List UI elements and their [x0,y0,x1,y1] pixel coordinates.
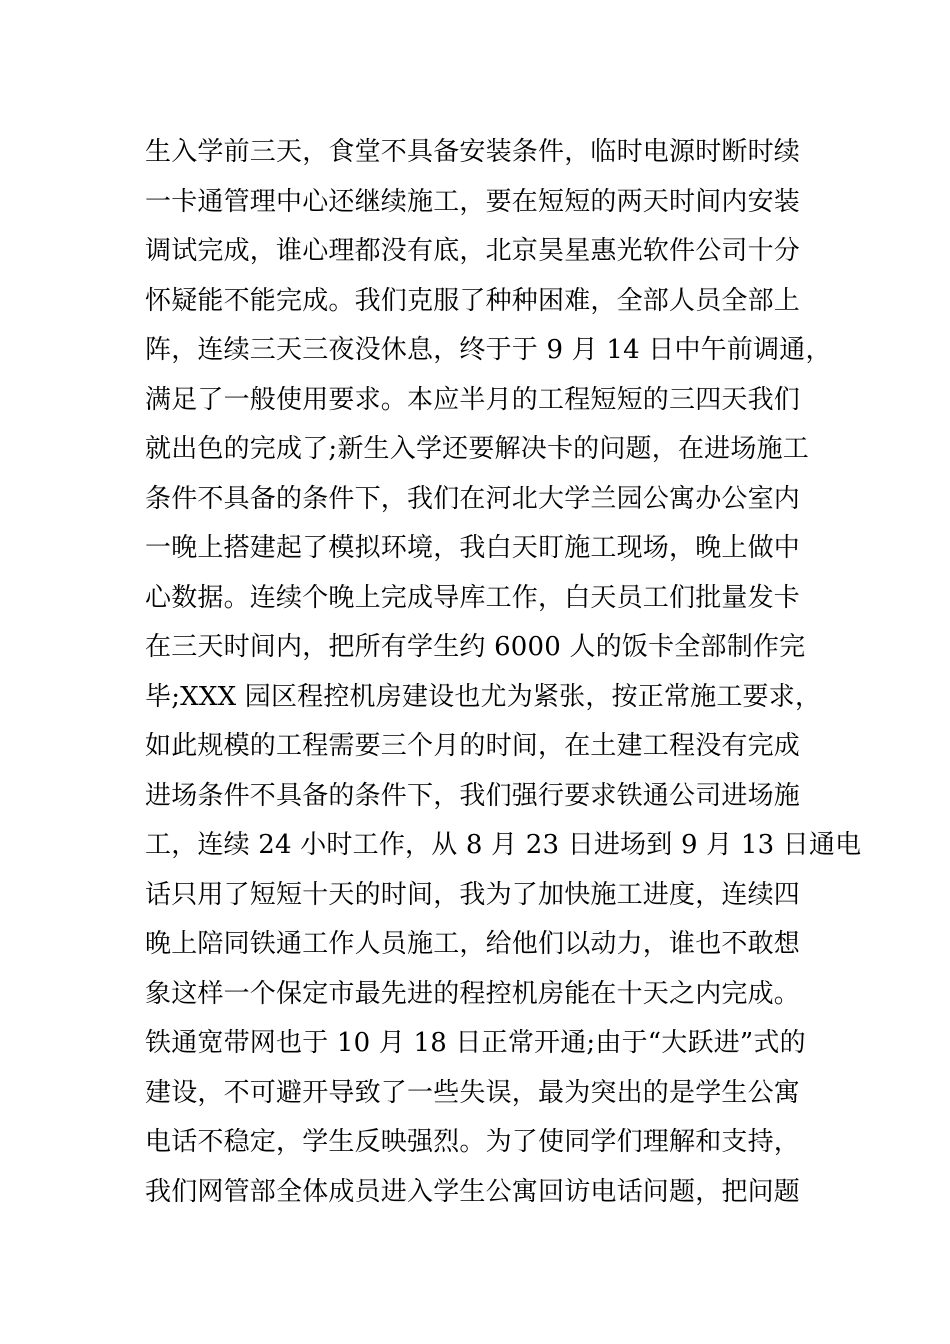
text-line: 如此规模的工程需要三个月的时间，在土建工程没有完成 [145,731,801,761]
text-line: 条件不具备的条件下，我们在河北大学兰园公寓办公室内 [145,483,801,514]
text-line: 建设，不可避开导致了一些失误，最为突出的是学生公寓 [145,1077,801,1108]
text-line: 满足了一般使用要求。本应半月的工程短短的三四天我们 [145,384,801,415]
text-line: 心数据。连续个晚上完成导库工作，白天员工们批量发卡 [145,582,801,613]
text-line: 铁通宽带网也于 10 月 18 日正常开通;由于“大跃进”式的 [145,1028,806,1058]
text-line: 我们网管部全体成员进入学生公寓回访电话问题，把问题 [145,1176,801,1207]
body-text [145,128,862,1217]
text-line: 在三天时间内，把所有学生约 6000 人的饭卡全部制作完 [145,632,806,662]
text-line: 工，连续 24 小时工作，从 8 月 23 日进场到 9 月 13 日通电 [145,830,862,860]
text-line: 电话不稳定，学生反映强烈。为了使同学们理解和支持， [145,1127,801,1157]
text-line: 怀疑能不能完成。我们克服了种种困难，全部人员全部上 [145,285,801,316]
text-line: 毕;XXX 园区程控机房建设也尤为紧张，按正常施工要求， [145,681,822,712]
text-line: 就出色的完成了;新生入学还要解决卡的问题，在进场施工 [145,434,809,464]
text-line: 话只用了短短十天的时间，我为了加快施工进度，连续四 [145,879,801,910]
text-line: 生入学前三天，食堂不具备安装条件，临时电源时断时续 [145,137,801,167]
text-line: 阵，连续三天三夜没休息，终于于 9 月 14 日中午前调通， [145,335,832,365]
text-line: 晚上陪同铁通工作人员施工，给他们以动力，谁也不敢想 [145,929,801,959]
text-line: 一卡通管理中心还继续施工，要在短短的两天时间内安装 [145,186,801,217]
text-line: 一晚上搭建起了模拟环境，我白天盯施工现场，晚上做中 [145,533,801,563]
text-line: 调试完成，谁心理都没有底，北京昊星惠光软件公司十分 [145,236,801,266]
text-line: 象这样一个保定市最先进的程控机房能在十天之内完成。 [145,978,801,1009]
text-line: 进场条件不具备的条件下，我们强行要求铁通公司进场施 [145,780,801,811]
